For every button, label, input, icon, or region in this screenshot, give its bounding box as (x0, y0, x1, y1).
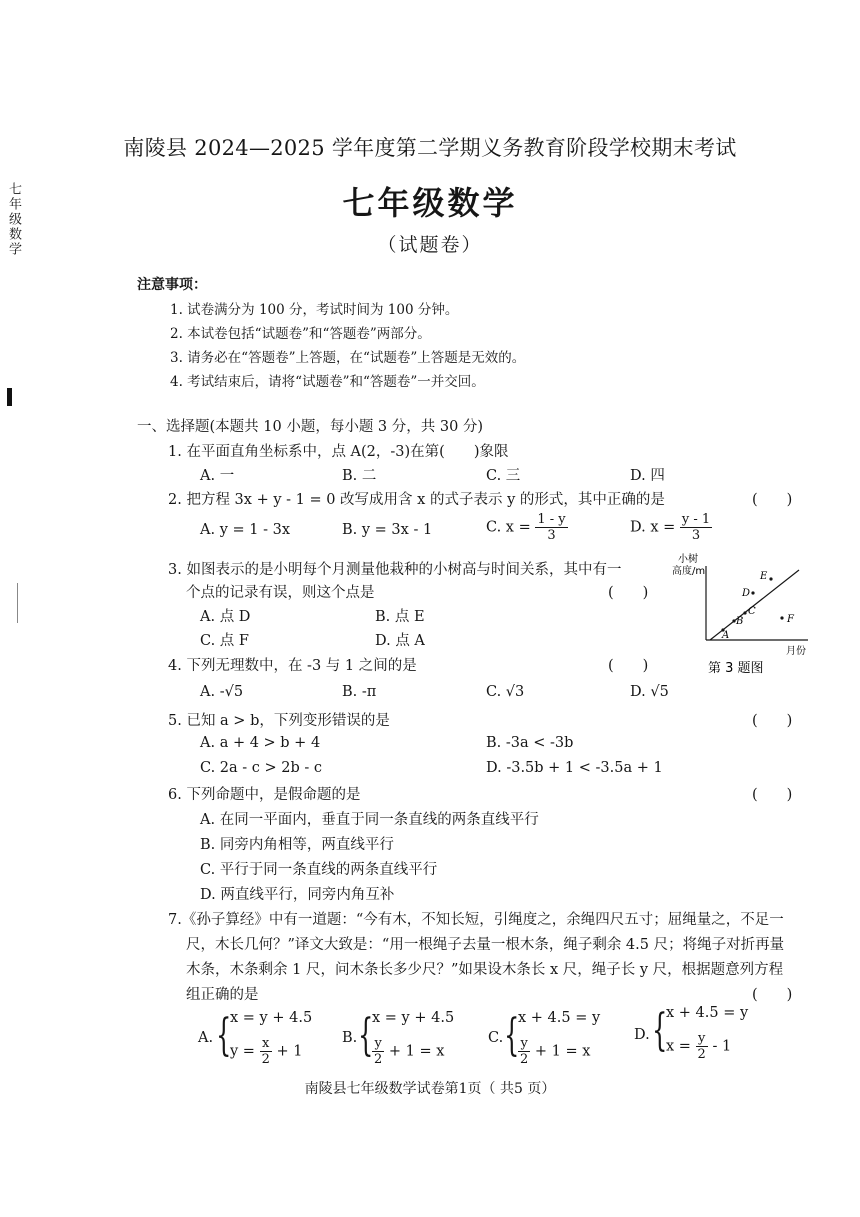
side-subject-label: 七年级数学 (6, 182, 21, 257)
q4-option-c: C. √3 (486, 684, 525, 700)
q2-option-c: C. x = $\frac{1 - y}{3}$ (486, 512, 566, 543)
q3-figure (668, 552, 818, 677)
q5-option-a: A. a + 4 > b + 4 (200, 735, 321, 751)
q7-stem-line1: 7.《孙子算经》中有一道题：“今有木，不知长短，引绳度之，余绳四尺五寸；屈绳量之，不足一 (168, 912, 784, 928)
q4-option-b: B. -π (342, 684, 377, 700)
notice-item: 1. 试卷满分为 100 分，考试时间为 100 分钟。 (170, 302, 459, 318)
fig-x-label: 月份 (786, 646, 806, 657)
q7-option-c: C. { x + 4.5 = y $\frac{y}{2}$ + 1 = x (488, 1010, 601, 1067)
fig-point-f (780, 616, 783, 619)
q6-answer-paren: ( ) (752, 787, 793, 803)
q7-option-b: B. { x = y + 4.5 $\frac{y}{2}$ + 1 = x (342, 1010, 455, 1067)
q3-stem-line1: 3. 如图表示的是小明每个月测量他栽种的小树高与时间关系，其中有一 (168, 562, 622, 578)
q6-option-d: D. 两直线平行，同旁内角互补 (200, 887, 395, 903)
q3-option-c: C. 点 F (200, 633, 249, 649)
exam-title: 南陵县 2024—2025 学年度第二学期义务教育阶段学校期末考试 (123, 136, 737, 160)
q2-answer-paren: ( ) (752, 492, 793, 508)
notice-item: 4. 考试结束后，请将“试题卷”和“答题卷”一并交回。 (170, 374, 485, 390)
fig-label-a: A (722, 630, 730, 641)
q6-stem: 6. 下列命题中，是假命题的是 (168, 787, 361, 803)
fig-point-c (743, 611, 746, 614)
fig-label-c: C (748, 606, 756, 617)
fig-label-f: F (787, 614, 794, 625)
fig-label-d: D (742, 588, 751, 599)
q5-option-b: B. -3a < -3b (486, 735, 574, 751)
q2-option-b: B. y = 3x - 1 (342, 522, 433, 538)
q6-option-b: B. 同旁内角相等，两直线平行 (200, 837, 394, 853)
margin-mark (7, 388, 12, 406)
q7-option-a: A. { x = y + 4.5 y = $\frac{x}{2}$ + 1 (198, 1010, 313, 1067)
fig-point-d (751, 591, 754, 594)
q7-stem-line2: 尺，木长几何？”译文大致是：“用一根绳子去量一根木条，绳子剩余 4.5 尺；将绳子对折再量 (186, 937, 785, 953)
q7-stem-line3: 木条，木条剩余 1 尺，问木条长多少尺？”如果设木条长 x 尺，绳子长 y 尺，根据题意列方程 (186, 962, 784, 978)
q6-option-c: C. 平行于同一条直线的两条直线平行 (200, 862, 438, 878)
q3-option-a: A. 点 D (200, 609, 251, 625)
q2-stem: 2. 把方程 3x + y - 1 = 0 改写成用含 x 的式子表示 y 的形式，其中正确的是 (168, 492, 665, 508)
fig-label-e: E (760, 571, 768, 582)
paper-type: （试题卷） (377, 234, 483, 256)
fig-y-label-1: 小树 (678, 554, 698, 565)
q3-stem-line2: 个点的记录有误，则这个点是 (186, 585, 375, 601)
fig-point-e (769, 577, 772, 580)
q4-stem: 4. 下列无理数中，在 -3 与 1 之间的是 (168, 658, 417, 674)
q5-option-c: C. 2a - c > 2b - c (200, 760, 323, 776)
q5-stem: 5. 已知 a > b，下列变形错误的是 (168, 713, 390, 729)
q4-option-a: A. -√5 (200, 684, 244, 700)
fig-caption: 第 3 题图 (708, 661, 764, 676)
q4-answer-paren: ( ) (608, 658, 649, 674)
section-title: 一、选择题(本题共 10 小题，每小题 3 分，共 30 分) (137, 419, 484, 435)
q1-option-c: C. 三 (486, 468, 521, 484)
notice-heading: 注意事项： (137, 277, 207, 293)
q7-stem-line4: 组正确的是 (186, 987, 259, 1003)
notice-item: 2. 本试卷包括“试题卷”和“答题卷”两部分。 (170, 326, 431, 342)
q4-option-d: D. √5 (630, 684, 669, 700)
q3-option-d: D. 点 A (375, 633, 425, 649)
page-footer: 南陵县七年级数学试卷第1页（ 共5 页） (304, 1081, 556, 1097)
q1-stem: 1. 在平面直角坐标系中，点 A(2，-3)在第( )象限 (168, 444, 509, 460)
fig-y-label-2: 高度/m (672, 566, 706, 577)
q1-option-b: B. 二 (342, 468, 377, 484)
notice-item: 3. 请务必在“答题卷”上答题，在“试题卷”上答题是无效的。 (170, 350, 526, 366)
q5-option-d: D. -3.5b + 1 < -3.5a + 1 (486, 760, 663, 776)
q2-option-d: D. x = $\frac{y - 1}{3}$ (630, 512, 711, 543)
q6-option-a: A. 在同一平面内，垂直于同一条直线的两条直线平行 (200, 812, 539, 828)
q7-option-d: D. { x + 4.5 = y x = $\frac{y}{2}$ - 1 (634, 1005, 749, 1062)
q3-answer-paren: ( ) (608, 585, 649, 601)
subject-title: 七年级数学 (342, 184, 518, 222)
q2-option-a: A. y = 1 - 3x (200, 522, 290, 538)
q7-answer-paren: ( ) (752, 987, 793, 1003)
q1-option-a: A. 一 (200, 468, 235, 484)
fig-label-b: B (736, 616, 744, 627)
q5-answer-paren: ( ) (752, 713, 793, 729)
q1-option-d: D. 四 (630, 468, 665, 484)
q3-option-b: B. 点 E (375, 609, 425, 625)
margin-line (17, 583, 18, 623)
